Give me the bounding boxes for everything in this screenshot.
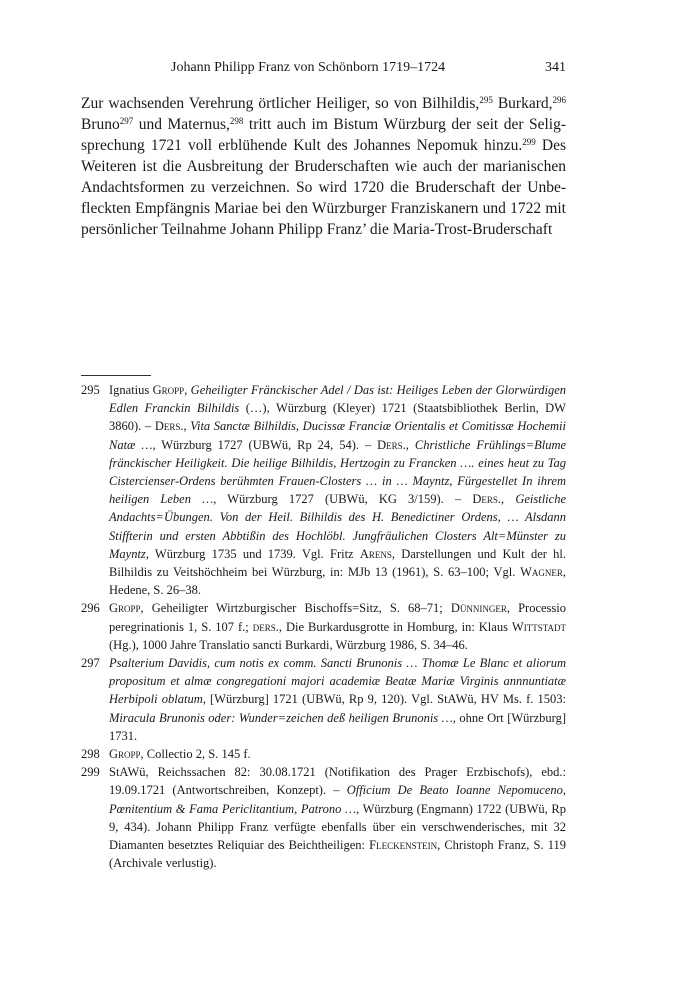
footnote-text: Gropp, Geheiligter Wirtzburgischer Bischoffs=Sitz, S. 68–71; Dünninger, Processio peregrinationis 1, S. 107 f.; ders., Die Burkardusgrotte in Homburg, in: Klaus Wittstadt (Hg.), 1000 Jahre Translatio sancti Burkardi, Würzburg 1986, S. 34–46.	[109, 601, 566, 652]
footnote-296	[81, 599, 566, 654]
body-text	[81, 93, 566, 240]
running-title: Johann Philipp Franz von Schönborn 1719–1724	[171, 60, 446, 75]
footnotes	[81, 381, 566, 872]
footnote-number: 298	[81, 747, 100, 762]
footnote-297	[81, 654, 566, 745]
footnote-ref[interactable]: 296	[552, 95, 566, 105]
footnote-ref[interactable]: 298	[229, 116, 244, 126]
footnote-divider	[81, 375, 151, 376]
footnote-text: StAWü, Reichssachen 82: 30.08.1721 (Notifikation des Prager Erzbischofs), ebd.: 19.09.1721 (Antwortschreiben, Konzept). – Officium De Beato Ioanne Nepomuceno, Pœnitentium & Fama Periclitantium, Patrono …, Würzburg (Engmann) 1722 (UBWü, Rp 9, 434). Johann Philipp Franz verfügte ebenfalls über ein verschwenderisches, mit 32 Diamanten besetztes Reliquiar des Beichtheiligen: Fleckenstein, Christoph Franz, S. 119 (Archivale verlustig).	[109, 765, 566, 871]
footnote-299	[81, 763, 566, 872]
footnote-ref[interactable]: 297	[119, 116, 134, 126]
footnote-number: 295	[81, 383, 100, 397]
footnote-text: Psalterium Davidis, cum notis ex comm. Sancti Brunonis … Thomæ Le Blanc et aliorum propositum et almæ congregationi majori academiæ Beatæ Mariæ Virginis annnuntiatæ Herbipoli oblatum, [Würzburg] 1721 (UBWü, Rp 9, 120). Vgl. StAWü, HV Ms. f. 1503: Miracula Brunonis oder: Wunder=zeichen deß heiligen Brunonis …, ohne Ort [Würzburg] 1731.	[109, 656, 566, 743]
footnote-number: 299	[81, 765, 100, 780]
page-number: 341	[545, 60, 566, 75]
footnote-ref[interactable]: 295	[479, 95, 493, 105]
footnote-number: 297	[81, 656, 100, 671]
page	[81, 60, 566, 240]
body-paragraph: Zur wachsenden Verehrung örtlicher Heiliger, so von Bilhildis,$^{295}$ Burkard,$^{296}$ Bruno$^{297}$ und Maternus,$^{298}$ tritt auch im Bistum Würzburg der seit der Seligsprechung 1721 voll erblühende Kult des Johannes Nepomuk hinzu.$^{299}$ Des Weiteren ist die Ausbreitung der Bruderschaften wie auch der marianischen Andachtsformen zu verzeichnen. So wird 1720 die Bruderschaft der Unbefleckten Empfängnis Mariae bei den Würzburger Franziskanern und 1722 mit persönlicher Teilnahme Johann Philipp Franz’ die Maria-Trost-Bruderschaft	[81, 95, 567, 238]
footnote-text: Ignatius Gropp, Geheiligter Fränckischer Adel / Das ist: Heiliges Leben der Glorwürdigen Edlen Franckin Bilhildis (…), Würzburg (Kleyer) 1721 (Staatsbibliothek Berlin, DW 3860). – Ders., Vita Sanctæ Bilhildis, Ducissæ Franciæ Orientalis et Comitissæ Hochemii Natæ …, Würzburg 1727 (UBWü, Rp 24, 54). – Ders., Christliche Frühlings=Blume fränckischer Heiligkeit. Die heilige Bilhildis, Hertzogin zu Francken …. eines heut zu Tag Cistercienser-Ordens berühmten Frauen-Closters … in … Mayntz, Fürgestellet In ihrem heiligen Leben …, Würzburg 1727 (UBWü, KG 3/159). – Ders., Geistliche Andachts=Übungen. Von der Heil. Bilhildis des H. Benedictiner Ordens, … Alsdann Stiffterin und ersten Abbtißin des Hochlöbl. Jungfräulichen Closters Alt=Münster zu Mayntz, Würzburg 1735 und 1739. Vgl. Fritz Arens, Darstellungen und Kult der hl. Bilhildis zu Veitshöchheim bei Würzburg, in: MJb 13 (1961), S. 63–100; Vgl. Wagner, Hedene, S. 26–38.	[109, 383, 567, 598]
footnote-text: Gropp, Collectio 2, S. 145 f.	[109, 747, 251, 762]
footnote-298	[81, 745, 566, 763]
footnote-ref[interactable]: 299	[522, 137, 536, 147]
footnote-number: 296	[81, 601, 100, 616]
running-header	[81, 60, 566, 80]
footnote-295	[81, 381, 566, 599]
